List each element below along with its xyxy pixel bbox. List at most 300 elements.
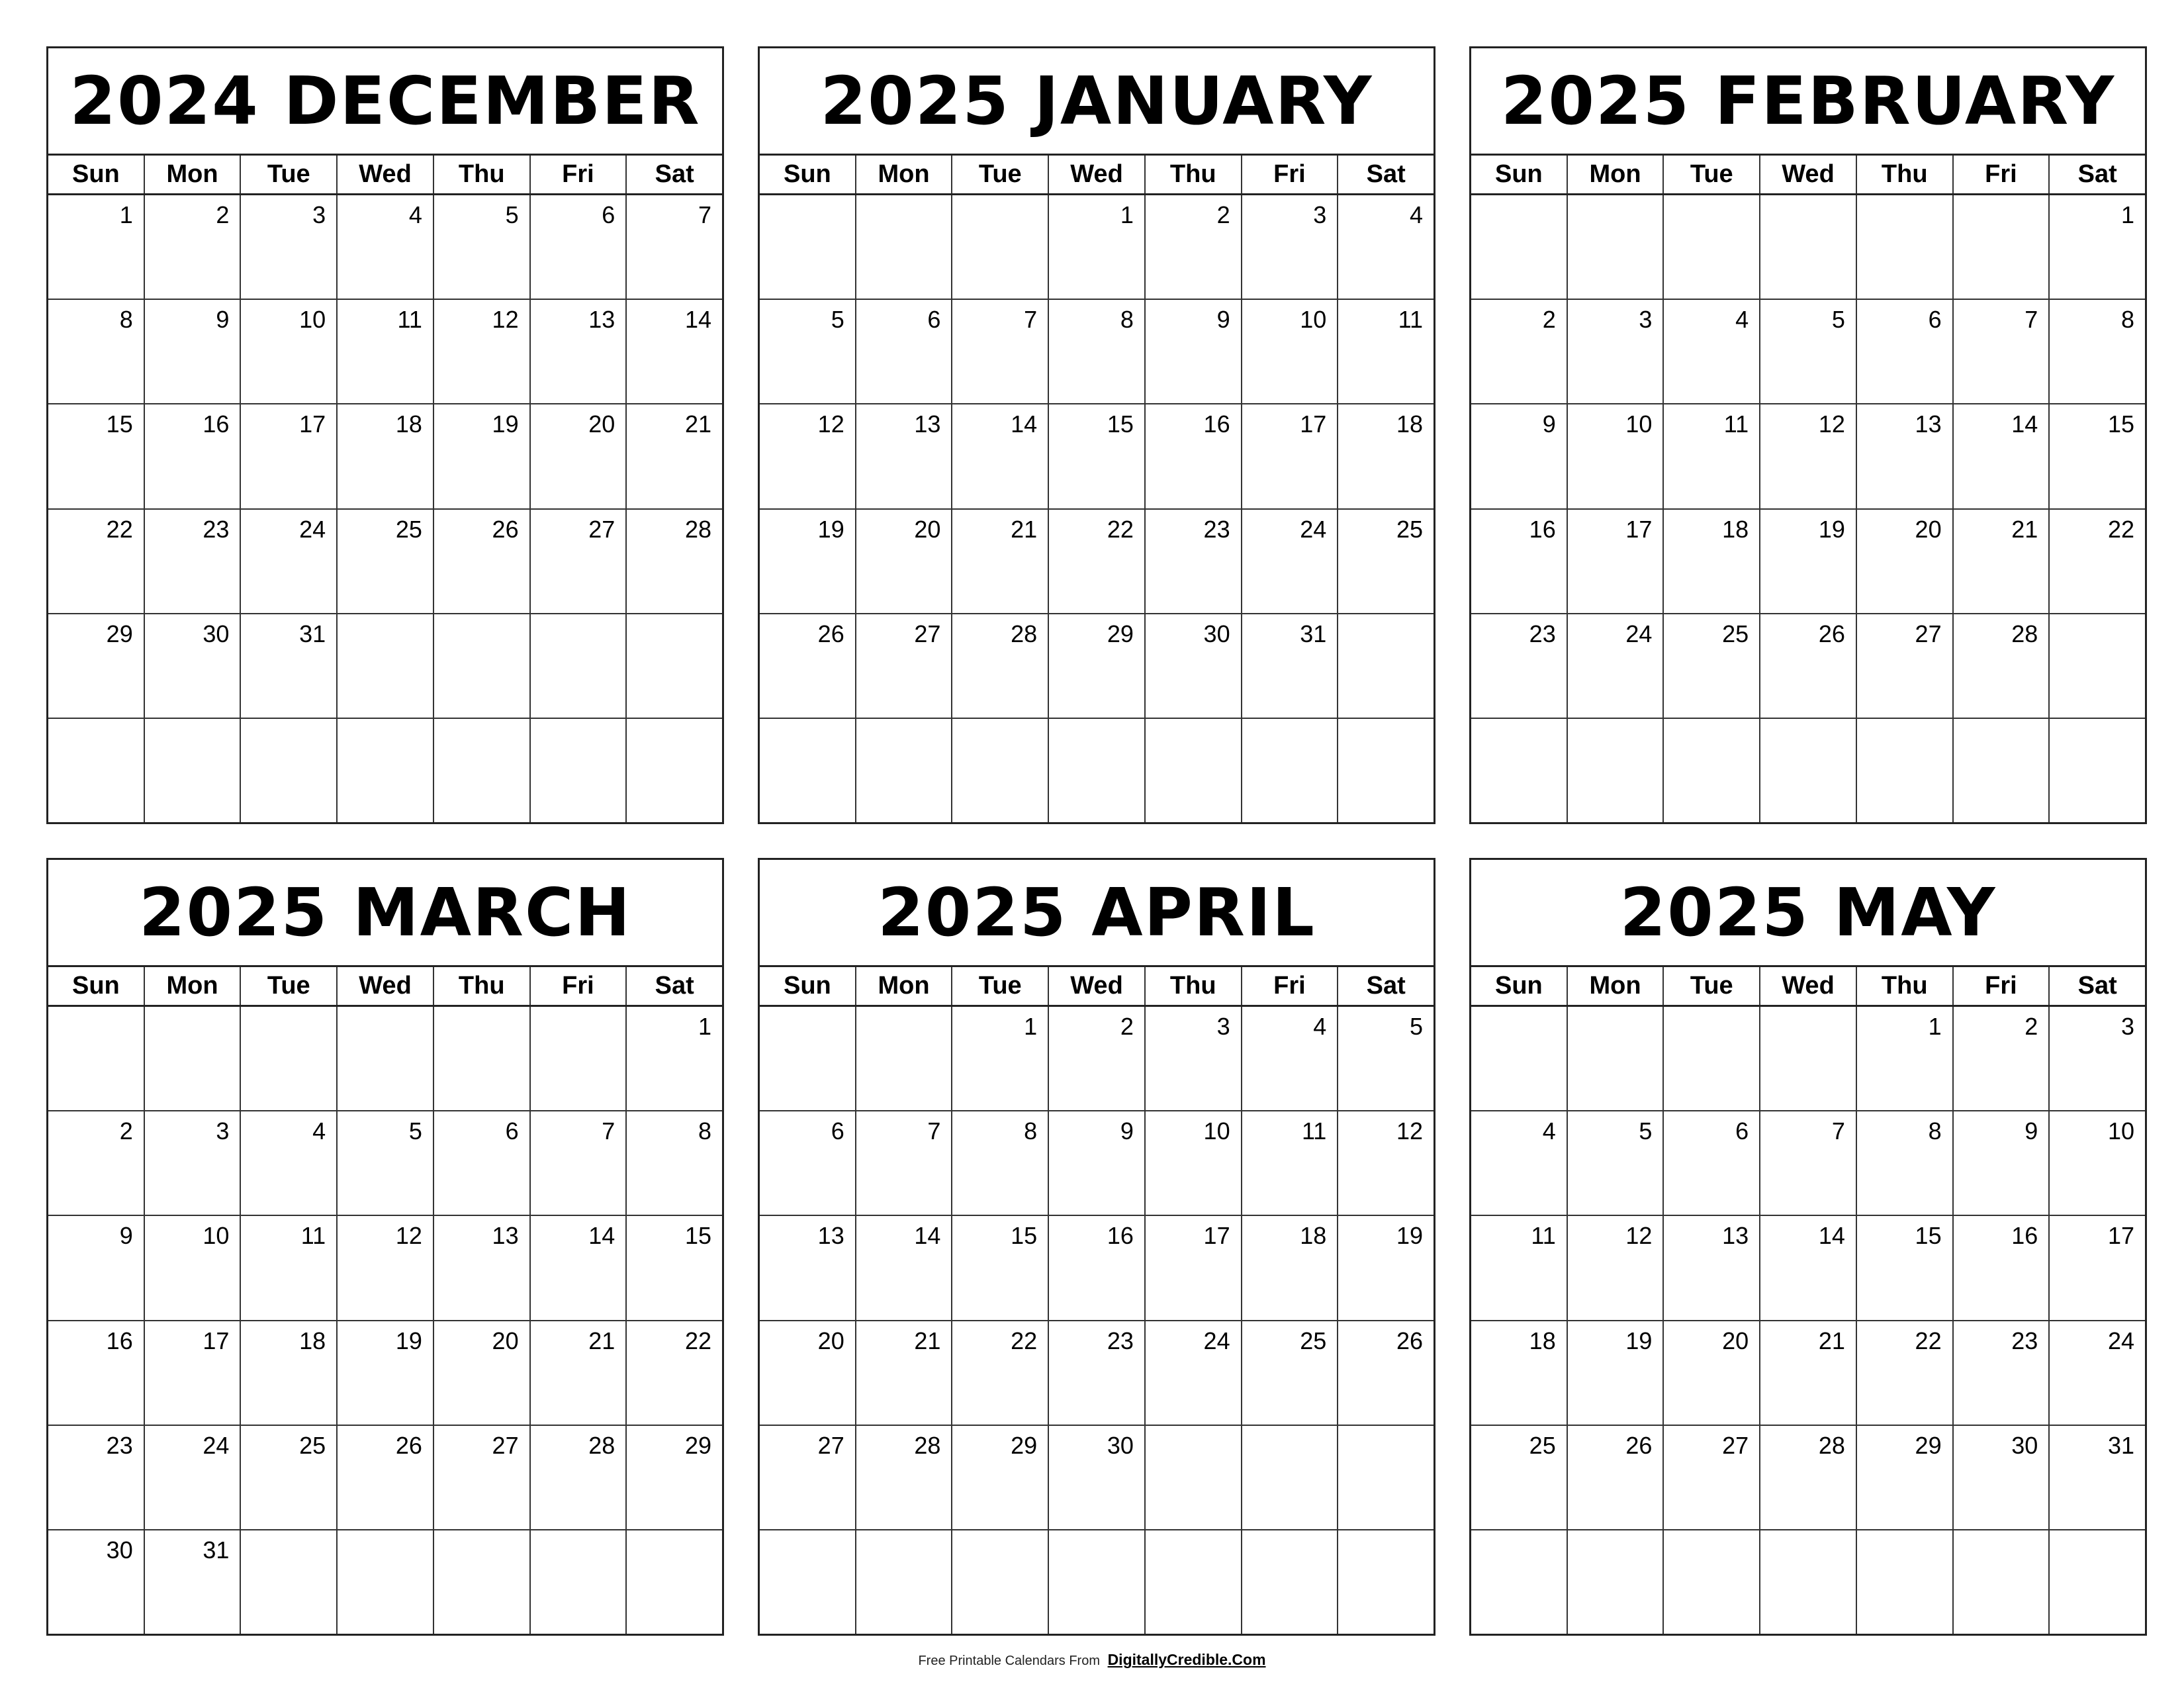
day-cell: 23	[1954, 1321, 2050, 1425]
day-cell: 12	[1760, 404, 1857, 508]
weekday-label: Wed	[338, 967, 434, 1005]
week-row	[760, 404, 1433, 509]
day-grid	[760, 195, 1433, 822]
day-cell: 28	[531, 1426, 627, 1529]
weekday-label: Sun	[48, 156, 145, 193]
day-cell	[627, 719, 722, 822]
day-cell: 8	[952, 1111, 1049, 1215]
day-cell: 9	[48, 1216, 145, 1319]
day-cell	[434, 614, 531, 718]
day-cell	[1857, 1530, 1954, 1634]
day-cell: 5	[1410, 1013, 1424, 1040]
weekday-label: Thu	[1146, 967, 1242, 1005]
day-cell: 27	[856, 614, 953, 718]
day-cell: 10	[2107, 1117, 2135, 1145]
day-cell: 6	[856, 300, 953, 403]
day-cell: 10	[145, 1216, 242, 1319]
day-cell	[1857, 719, 1954, 822]
day-cell	[145, 719, 242, 822]
month-title: 2024 DECEMBER	[48, 48, 722, 156]
day-cell: 11	[1398, 306, 1424, 334]
day-cell: 13	[1664, 1216, 1760, 1319]
day-cell: 3	[145, 1111, 242, 1215]
day-cell: 17	[1242, 404, 1339, 508]
day-cell: 18	[1396, 410, 1424, 438]
day-cell: 19	[338, 1321, 434, 1425]
day-cell: 27	[1857, 614, 1954, 718]
day-cell: 12	[1568, 1216, 1664, 1319]
day-cell: 7	[952, 300, 1049, 403]
day-cell: 13	[856, 404, 953, 508]
day-cell	[1471, 1530, 1568, 1634]
weekday-label: Thu	[434, 967, 531, 1005]
weekday-label: Sun	[760, 156, 856, 193]
day-cell	[48, 719, 145, 822]
day-cell: 18	[338, 404, 434, 508]
day-cell: 22	[1049, 510, 1146, 613]
day-cell: 26	[1760, 614, 1857, 718]
day-cell	[434, 1530, 531, 1634]
weekday-header-row	[48, 156, 722, 195]
day-cell	[1664, 719, 1760, 822]
day-cell: 31	[145, 1530, 242, 1634]
week-row	[48, 404, 722, 509]
day-cell	[1857, 195, 1954, 299]
weekday-label: Fri	[531, 156, 627, 193]
day-cell: 21	[1760, 1321, 1857, 1425]
day-cell	[856, 1007, 953, 1110]
day-cell	[1242, 719, 1339, 822]
day-cell: 25	[1396, 515, 1424, 543]
day-cell: 22	[1857, 1321, 1954, 1425]
day-cell: 31	[241, 614, 338, 718]
week-row	[1471, 300, 2145, 404]
day-cell: 31	[2107, 1431, 2135, 1459]
month-title: 2025 JANUARY	[760, 48, 1433, 156]
day-cell: 30	[1049, 1426, 1146, 1529]
day-cell	[760, 195, 856, 299]
day-cell: 5	[760, 300, 856, 403]
month-title: 2025 APRIL	[760, 860, 1433, 967]
day-cell: 26	[1568, 1426, 1664, 1529]
day-cell: 20	[434, 1321, 531, 1425]
day-cell	[1664, 195, 1760, 299]
day-cell: 4	[338, 195, 434, 299]
footer	[0, 1651, 2184, 1669]
day-cell	[1568, 195, 1664, 299]
day-cell	[531, 1530, 627, 1634]
day-cell	[856, 195, 953, 299]
weekday-label: Thu	[1857, 156, 1954, 193]
day-cell	[531, 719, 627, 822]
month-title: 2025 MARCH	[48, 860, 722, 967]
week-row	[1471, 404, 2145, 509]
weekday-label: Sat	[2077, 160, 2117, 188]
day-cell	[856, 1530, 953, 1634]
weekday-label: Mon	[856, 967, 953, 1005]
week-row	[760, 1216, 1433, 1321]
day-cell	[1146, 1530, 1242, 1634]
week-row	[48, 1530, 722, 1634]
day-cell	[1760, 1530, 1857, 1634]
day-cell	[1242, 1426, 1339, 1529]
weekday-label: Thu	[434, 156, 531, 193]
weekday-label: Sat	[2077, 972, 2117, 1000]
day-cell: 16	[1049, 1216, 1146, 1319]
day-cell	[1242, 1530, 1339, 1634]
weekday-label: Mon	[145, 156, 242, 193]
day-cell	[1471, 195, 1568, 299]
day-cell: 4	[1242, 1007, 1339, 1110]
day-grid	[1471, 195, 2145, 822]
day-grid	[1471, 1007, 2145, 1634]
weekday-label: Wed	[1760, 967, 1857, 1005]
weekday-label: Mon	[1568, 967, 1664, 1005]
day-cell: 26	[434, 510, 531, 613]
weekday-label: Sat	[655, 972, 694, 1000]
day-cell: 5	[338, 1111, 434, 1215]
day-cell: 28	[1760, 1426, 1857, 1529]
week-row	[48, 1426, 722, 1530]
day-cell: 8	[698, 1117, 712, 1145]
weekday-label: Sun	[1471, 967, 1568, 1005]
day-cell: 17	[241, 404, 338, 508]
day-grid	[48, 195, 722, 822]
weekday-label: Wed	[338, 156, 434, 193]
day-cell: 23	[145, 510, 242, 613]
day-cell: 21	[952, 510, 1049, 613]
footer-site-link[interactable]: DigitallyCredible.Com	[1107, 1651, 1266, 1668]
day-cell: 28	[1954, 614, 2050, 718]
day-cell: 16	[48, 1321, 145, 1425]
day-cell: 17	[2107, 1222, 2135, 1250]
week-row	[1471, 1216, 2145, 1321]
day-cell: 1	[1857, 1007, 1954, 1110]
day-cell: 1	[952, 1007, 1049, 1110]
weekday-header-row	[760, 967, 1433, 1007]
week-row	[760, 614, 1433, 719]
day-cell: 16	[1954, 1216, 2050, 1319]
weekday-label: Fri	[1242, 967, 1339, 1005]
day-cell: 12	[338, 1216, 434, 1319]
day-cell: 9	[1954, 1111, 2050, 1215]
day-cell: 25	[338, 510, 434, 613]
weekday-label: Wed	[1049, 156, 1146, 193]
day-cell: 26	[1396, 1327, 1424, 1354]
weekday-label: Sat	[1366, 972, 1406, 1000]
day-cell: 18	[241, 1321, 338, 1425]
day-cell: 29	[1857, 1426, 1954, 1529]
day-cell: 1	[1049, 195, 1146, 299]
day-cell: 9	[1471, 404, 1568, 508]
day-cell: 22	[48, 510, 145, 613]
week-row	[48, 1007, 722, 1111]
weekday-header-row	[48, 967, 722, 1007]
month-panel	[46, 858, 724, 1636]
day-cell	[338, 614, 434, 718]
day-cell: 27	[531, 510, 627, 613]
day-cell: 10	[241, 300, 338, 403]
day-cell	[627, 1530, 722, 1634]
day-cell	[1338, 1426, 1433, 1529]
day-cell: 29	[952, 1426, 1049, 1529]
week-row	[760, 719, 1433, 822]
day-cell	[1338, 614, 1433, 718]
weekday-label: Sun	[1471, 156, 1568, 193]
week-row	[760, 1111, 1433, 1216]
day-cell: 2	[1049, 1007, 1146, 1110]
day-cell: 23	[1471, 614, 1568, 718]
day-grid	[760, 1007, 1433, 1634]
day-cell: 15	[952, 1216, 1049, 1319]
day-cell: 8	[1049, 300, 1146, 403]
day-cell: 20	[760, 1321, 856, 1425]
day-cell: 20	[1857, 510, 1954, 613]
day-cell: 15	[1857, 1216, 1954, 1319]
day-cell: 27	[434, 1426, 531, 1529]
day-cell: 18	[1471, 1321, 1568, 1425]
week-row	[760, 300, 1433, 404]
day-cell	[241, 1530, 338, 1634]
day-cell: 24	[1146, 1321, 1242, 1425]
day-cell: 6	[434, 1111, 531, 1215]
day-cell: 21	[684, 410, 712, 438]
day-cell: 4	[241, 1111, 338, 1215]
day-cell: 29	[1049, 614, 1146, 718]
month-panel	[758, 858, 1435, 1636]
day-cell: 22	[684, 1327, 712, 1354]
day-cell: 15	[2107, 410, 2135, 438]
day-cell: 18	[1242, 1216, 1339, 1319]
day-cell	[531, 614, 627, 718]
day-cell: 7	[698, 201, 712, 228]
month-panel	[1469, 46, 2147, 824]
day-cell: 18	[1664, 510, 1760, 613]
day-cell: 19	[1396, 1222, 1424, 1250]
day-cell: 8	[2121, 306, 2135, 334]
day-cell: 20	[856, 510, 953, 613]
day-cell	[1049, 719, 1146, 822]
day-cell: 13	[1857, 404, 1954, 508]
day-cell: 3	[1146, 1007, 1242, 1110]
day-cell: 30	[145, 614, 242, 718]
day-cell: 3	[241, 195, 338, 299]
weekday-label: Wed	[1049, 967, 1146, 1005]
weekday-header-row	[1471, 967, 2145, 1007]
day-cell: 20	[531, 404, 627, 508]
day-cell	[2050, 1530, 2145, 1634]
day-cell	[1760, 195, 1857, 299]
day-cell: 14	[1954, 404, 2050, 508]
day-cell: 27	[760, 1426, 856, 1529]
day-cell: 19	[1760, 510, 1857, 613]
day-cell: 15	[48, 404, 145, 508]
day-cell	[1568, 1007, 1664, 1110]
day-cell: 3	[2121, 1013, 2135, 1040]
day-cell	[952, 1530, 1049, 1634]
day-cell: 24	[2107, 1327, 2135, 1354]
day-cell: 16	[1471, 510, 1568, 613]
day-cell	[338, 1530, 434, 1634]
day-cell: 11	[1242, 1111, 1339, 1215]
day-cell: 13	[760, 1216, 856, 1319]
day-cell	[760, 719, 856, 822]
day-cell: 24	[145, 1426, 242, 1529]
day-cell	[48, 1007, 145, 1110]
week-row	[1471, 1426, 2145, 1530]
day-cell: 24	[1568, 614, 1664, 718]
day-cell: 7	[1954, 300, 2050, 403]
weekday-label: Sat	[655, 160, 694, 188]
day-cell	[1954, 1530, 2050, 1634]
day-cell: 8	[48, 300, 145, 403]
day-cell	[856, 719, 953, 822]
week-row	[48, 614, 722, 719]
day-cell: 21	[856, 1321, 953, 1425]
week-row	[760, 1321, 1433, 1426]
day-cell: 17	[1568, 510, 1664, 613]
weekday-header-row	[1471, 156, 2145, 195]
day-cell	[338, 1007, 434, 1110]
day-cell	[145, 1007, 242, 1110]
week-row	[48, 1216, 722, 1321]
day-cell	[241, 719, 338, 822]
day-cell: 2	[1146, 195, 1242, 299]
day-cell	[1049, 1530, 1146, 1634]
day-cell: 27	[1664, 1426, 1760, 1529]
day-cell: 26	[760, 614, 856, 718]
day-cell: 31	[1242, 614, 1339, 718]
weekday-label: Tue	[241, 967, 338, 1005]
day-cell: 28	[952, 614, 1049, 718]
day-cell	[627, 614, 722, 718]
day-cell: 11	[338, 300, 434, 403]
week-row	[48, 195, 722, 300]
weekday-label: Fri	[1954, 967, 2050, 1005]
day-cell: 9	[1049, 1111, 1146, 1215]
day-cell	[1146, 1426, 1242, 1529]
day-cell: 2	[145, 195, 242, 299]
week-row	[760, 1530, 1433, 1634]
weekday-label: Mon	[856, 156, 953, 193]
day-cell: 10	[1568, 404, 1664, 508]
day-cell: 4	[1471, 1111, 1568, 1215]
day-cell: 19	[434, 404, 531, 508]
week-row	[1471, 195, 2145, 300]
weekday-label: Sun	[760, 967, 856, 1005]
day-cell: 26	[338, 1426, 434, 1529]
weekday-label: Thu	[1857, 967, 1954, 1005]
day-cell: 14	[952, 404, 1049, 508]
month-panel	[1469, 858, 2147, 1636]
weekday-label: Mon	[145, 967, 242, 1005]
week-row	[760, 1007, 1433, 1111]
day-cell: 9	[1146, 300, 1242, 403]
day-cell	[1760, 1007, 1857, 1110]
day-cell: 11	[1471, 1216, 1568, 1319]
week-row	[1471, 1530, 2145, 1634]
day-cell: 4	[1664, 300, 1760, 403]
day-cell	[760, 1530, 856, 1634]
day-cell: 2	[1471, 300, 1568, 403]
day-cell: 24	[241, 510, 338, 613]
day-cell	[1664, 1007, 1760, 1110]
week-row	[1471, 510, 2145, 614]
day-cell: 25	[1471, 1426, 1568, 1529]
day-cell: 6	[531, 195, 627, 299]
weekday-label: Sun	[48, 967, 145, 1005]
day-cell: 7	[856, 1111, 953, 1215]
day-cell: 15	[1049, 404, 1146, 508]
day-cell	[1146, 719, 1242, 822]
day-cell	[1471, 719, 1568, 822]
week-row	[760, 195, 1433, 300]
day-cell: 17	[1146, 1216, 1242, 1319]
day-cell: 22	[2107, 515, 2135, 543]
weekday-label: Sat	[1366, 160, 1406, 188]
day-cell: 13	[434, 1216, 531, 1319]
day-cell	[2050, 719, 2145, 822]
day-cell: 30	[1146, 614, 1242, 718]
day-cell: 13	[531, 300, 627, 403]
day-cell: 19	[760, 510, 856, 613]
day-cell: 23	[48, 1426, 145, 1529]
day-cell: 21	[1954, 510, 2050, 613]
month-title: 2025 MAY	[1471, 860, 2145, 967]
week-row	[48, 1111, 722, 1216]
day-cell: 5	[1568, 1111, 1664, 1215]
day-cell	[1338, 719, 1433, 822]
day-cell: 28	[684, 515, 712, 543]
month-panel	[758, 46, 1435, 824]
day-cell	[1664, 1530, 1760, 1634]
footer-text: Free Printable Calendars From	[918, 1654, 1100, 1668]
day-cell	[338, 719, 434, 822]
weekday-label: Tue	[1664, 156, 1760, 193]
day-cell	[1954, 719, 2050, 822]
day-cell	[1471, 1007, 1568, 1110]
day-cell	[1568, 1530, 1664, 1634]
day-cell: 3	[1568, 300, 1664, 403]
day-cell: 25	[241, 1426, 338, 1529]
day-cell: 25	[1664, 614, 1760, 718]
day-cell: 14	[1760, 1216, 1857, 1319]
day-cell	[531, 1007, 627, 1110]
weekday-label: Tue	[241, 156, 338, 193]
day-cell	[952, 719, 1049, 822]
day-cell	[241, 1007, 338, 1110]
weekday-header-row	[760, 156, 1433, 195]
week-row	[48, 1321, 722, 1426]
day-cell: 19	[1568, 1321, 1664, 1425]
weekday-label: Thu	[1146, 156, 1242, 193]
day-cell: 1	[698, 1013, 712, 1040]
week-row	[48, 719, 722, 822]
day-cell: 25	[1242, 1321, 1339, 1425]
weekday-label: Tue	[1664, 967, 1760, 1005]
day-cell: 16	[145, 404, 242, 508]
week-row	[760, 510, 1433, 614]
day-cell: 6	[1664, 1111, 1760, 1215]
week-row	[1471, 1007, 2145, 1111]
day-cell: 11	[1664, 404, 1760, 508]
day-cell	[434, 1007, 531, 1110]
weekday-label: Tue	[952, 156, 1049, 193]
day-cell	[1760, 719, 1857, 822]
day-cell	[1568, 719, 1664, 822]
day-cell: 4	[1410, 201, 1424, 228]
week-row	[1471, 719, 2145, 822]
